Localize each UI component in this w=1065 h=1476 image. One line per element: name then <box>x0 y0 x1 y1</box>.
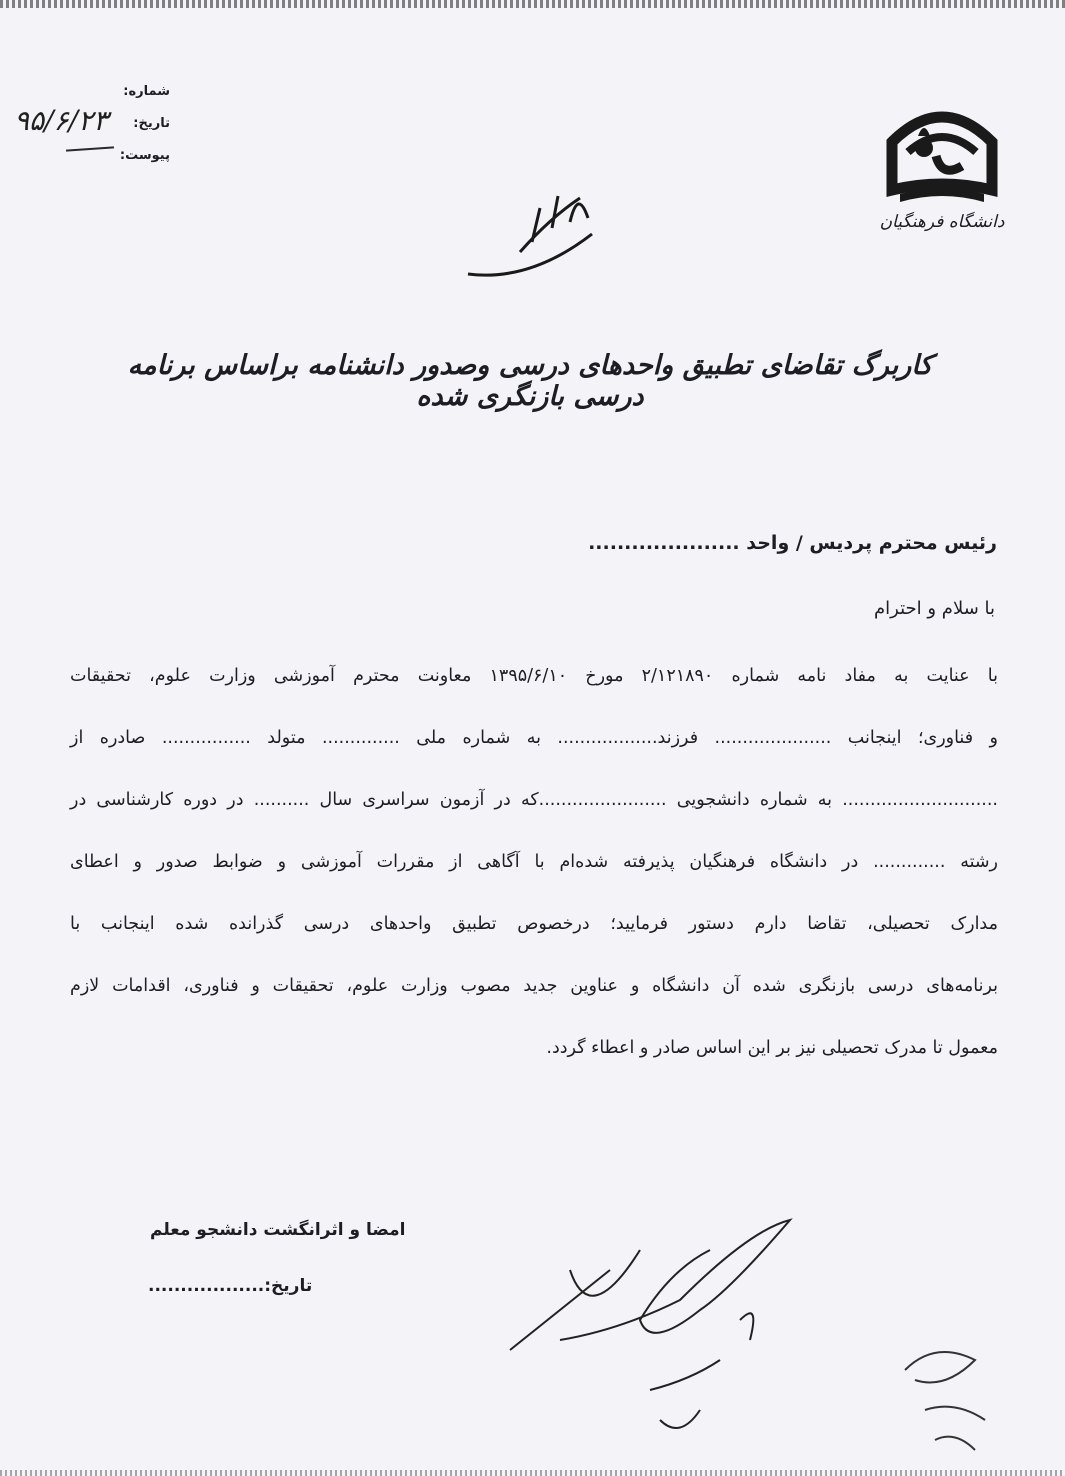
salutation: رئیس محترم پردیس / واحد ..................... <box>588 532 997 554</box>
paragraph-line: رشته ............. در دانشگاه فرهنگیان پذیرفته شده‌ام با آگاهی از مقررات آموزشی و ضوابط صدور و اعطای <box>70 852 998 872</box>
scan-edge-bottom <box>0 1470 1065 1476</box>
paragraph-line: با عنایت به مفاد نامه شماره ۲/۱۲۱۸۹۰ مورخ ۱۳۹۵/۶/۱۰ معاونت محترم آموزشی وزارت علوم، تحقیقات <box>70 666 998 686</box>
paragraph-line: ............................ به شماره دانشجویی .......................که در آزمون سراسری سال .......... در دوره کارشناسی در <box>70 790 998 810</box>
paragraph-line: مدارک تحصیلی، تقاضا دارم دستور فرمایید؛ درخصوص تطبیق واحدهای درسی گذرانده شده اینجانب با <box>70 914 998 934</box>
attachment-label: پیوست: <box>119 148 170 163</box>
logo-caption: دانشگاه فرهنگیان <box>879 212 1005 232</box>
handwritten-signature <box>500 1210 820 1460</box>
handwritten-date: ۹۵/۶/۲۳ <box>14 104 109 137</box>
paragraph-line: معمول تا مدرک تحصیلی نیز بر این اساس صادر و اعطاء گردد. <box>546 1038 998 1058</box>
signature-label: امضا و اثرانگشت دانشجو معلم <box>150 1220 406 1240</box>
greeting: با سلام و احترام <box>874 598 995 619</box>
scan-edge-top <box>0 0 1065 8</box>
paragraph-line: و فناوری؛ اینجانب ..................... فرزند.................. به شماره ملی .............. متولد ................ صادره از <box>70 728 998 748</box>
date-label: تاریخ: <box>133 116 170 131</box>
number-label: شماره: <box>123 84 170 99</box>
stamp-initials <box>895 1330 1015 1460</box>
paragraph-line: برنامه‌های درسی بازنگری شده آن دانشگاه و عناوین جدید مصوب وزارت علوم، تحقیقات و فناوری، اقدامات لازم <box>70 976 998 996</box>
signature-date-line: تاریخ:.................. <box>148 1276 313 1296</box>
basmala-calligraphy <box>460 178 610 288</box>
letter-meta <box>8 80 178 176</box>
form-title: کاربرگ تقاضای تطبیق واحدهای درسی وصدور دانشنامه براساس برنامه درسی بازنگری شده <box>127 350 933 412</box>
